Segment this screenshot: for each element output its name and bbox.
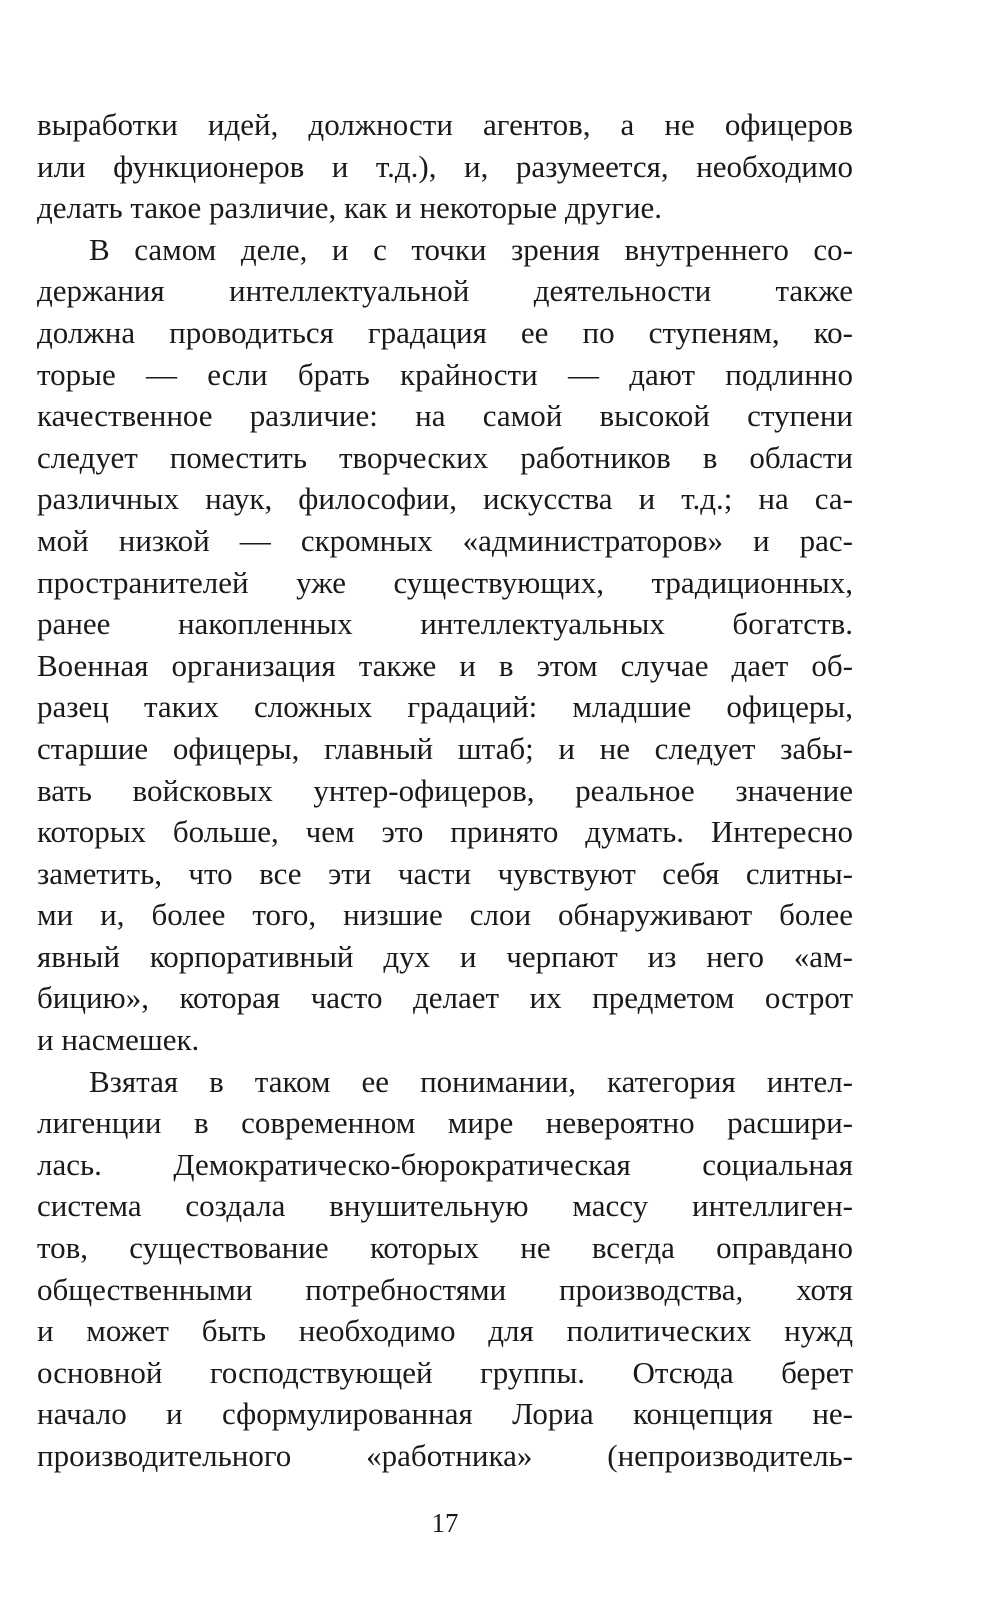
text-line: В самом деле, и с точки зрения внутреннего со-	[89, 231, 853, 267]
text-line: пространителей уже существующих, традиционных,	[37, 564, 853, 600]
text-line: или функционеров и т.д.), и, разумеется, необходимо	[37, 148, 853, 184]
text-line: держания интеллектуальной деятельности также	[37, 273, 853, 309]
text-line: делать такое различие, как и некоторые другие.	[37, 190, 663, 226]
text-line: ранее накопленных интеллектуальных богатств.	[37, 606, 853, 642]
text-line: вать войсковых унтер-офицеров, реальное значение	[37, 772, 853, 808]
text-line: лигенции в современном мире невероятно расшири-	[37, 1105, 853, 1141]
paragraph	[37, 104, 853, 229]
text-line: и насмешек.	[37, 1022, 200, 1058]
page-number: 17	[431, 1508, 459, 1538]
text-line: выработки идей, должности агентов, а не офицеров	[37, 107, 853, 142]
text-line: старшие офицеры, главный штаб; и не следует забы-	[37, 730, 853, 766]
text-line: которых больше, чем это принято думать. Интересно	[37, 814, 853, 850]
text-line: лась. Демократическо-бюрократическая социальная	[37, 1146, 853, 1182]
text-line: Взятая в таком ее понимании, категория интел-	[89, 1063, 853, 1099]
text-line: должна проводиться градация ее по ступеням, ко-	[37, 314, 853, 350]
text-line: Военная организация также и в этом случае дает об-	[37, 647, 853, 683]
paragraph	[37, 1061, 853, 1477]
body-text	[37, 104, 853, 1477]
text-line: следует поместить творческих работников в области	[37, 439, 853, 475]
text-line: различных наук, философии, искусства и т.д.; на са-	[37, 481, 853, 517]
text-line: ми и, более того, низшие слои обнаруживают более	[37, 897, 853, 933]
text-line: торые — если брать крайности — дают подлинно	[37, 356, 853, 392]
text-line: мой низкой — скромных «администраторов» и рас-	[37, 522, 853, 558]
text-line: и может быть необходимо для политических нужд	[37, 1313, 853, 1349]
text-line: тов, существование которых не всегда оправдано	[37, 1230, 853, 1266]
text-line: разец таких сложных градаций: младшие офицеры,	[37, 689, 853, 725]
text-line: производительного «работника» (непроизводитель-	[37, 1438, 853, 1473]
text-line: основной господствующей группы. Отсюда берет	[37, 1354, 853, 1390]
text-line: общественными потребностями производства, хотя	[37, 1271, 853, 1307]
text-line: заметить, что все эти части чувствуют себя слитны-	[37, 855, 853, 891]
paragraph	[37, 229, 853, 1061]
text-line: качественное различие: на самой высокой ступени	[37, 398, 853, 434]
text-line: явный корпоративный дух и черпают из него «ам-	[37, 938, 853, 974]
text-line: система создала внушительную массу интеллиген-	[37, 1188, 853, 1224]
text-line: бицию», которая часто делает их предметом острот	[37, 980, 853, 1016]
text-line: начало и сформулированная Лориа концепция не-	[37, 1396, 853, 1432]
